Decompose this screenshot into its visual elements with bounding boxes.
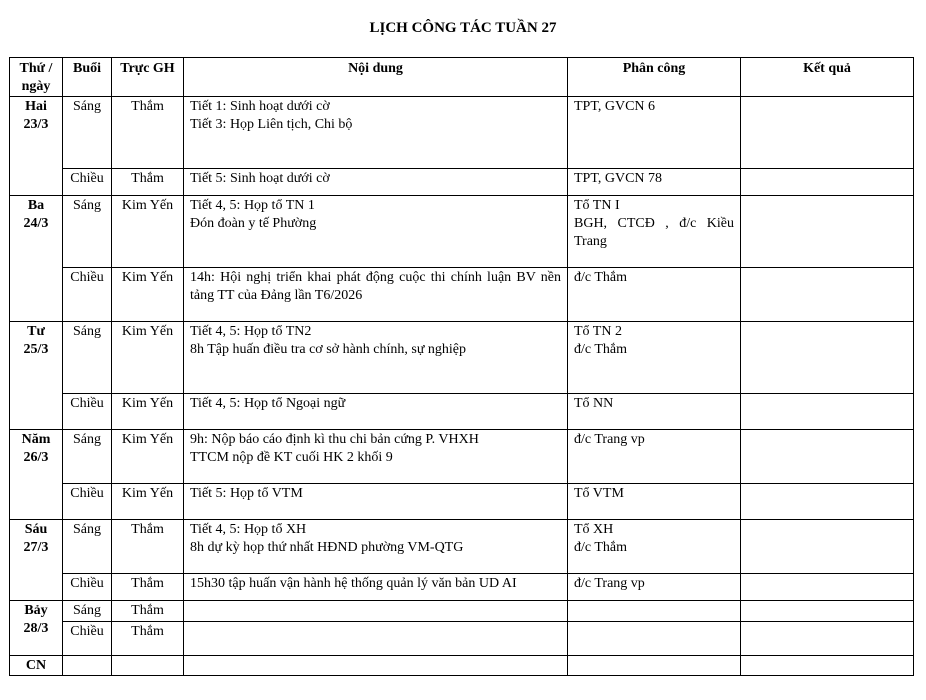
day-cell [10,430,63,520]
assignment-line: Tổ TN 2 [574,324,622,339]
assignment-line: Tổ TN I [574,198,620,213]
content-line: 9h: Nộp báo cáo định kì thu chi bản cứng P. VHXH [190,432,479,447]
day-name: Sáu [24,522,48,537]
content-cell [184,196,568,268]
content-line: Tiết 4, 5: Họp tổ XH [190,522,307,537]
duty-cell: Thắm [112,574,184,601]
session-cell: Chiều [63,622,112,656]
content-cell [184,430,568,484]
content-line: Tiết 4, 5: Họp tổ TN2 [190,324,312,339]
schedule-row [10,622,914,656]
assignment-cell [568,601,741,622]
duty-cell: Kim Yến [112,322,184,394]
assignment-cell [568,484,741,520]
content-line: 8h dự kỳ họp thứ nhất HĐND phường VM-QTG [190,540,464,555]
content-cell [184,268,568,322]
day-date: 25/3 [23,342,49,357]
schedule-row [10,656,914,676]
day-cell [10,97,63,196]
duty-cell: Kim Yến [112,430,184,484]
schedule-row [10,268,914,322]
schedule-row [10,484,914,520]
assignment-cell [568,520,741,574]
result-cell [741,97,914,169]
duty-cell: Thắm [112,169,184,196]
day-cell [10,196,63,322]
schedule-row [10,574,914,601]
result-cell [741,430,914,484]
content-cell [184,601,568,622]
result-cell [741,322,914,394]
content-line: Đón đoàn y tế Phường [190,216,317,231]
header-assignment: Phân công [568,58,741,97]
content-cell [184,656,568,676]
day-date: 28/3 [23,621,49,636]
assignment-line: đ/c Thắm [574,270,628,285]
content-line: Tiết 4, 5: Họp tổ Ngoại ngữ [190,396,346,411]
session-cell: Sáng [63,322,112,394]
header-content: Nội dung [184,58,568,97]
duty-cell: Thắm [112,601,184,622]
result-cell [741,574,914,601]
day-cell [10,601,63,656]
assignment-cell [568,169,741,196]
schedule-row [10,196,914,268]
content-cell [184,97,568,169]
result-cell [741,622,914,656]
duty-cell: Kim Yến [112,394,184,430]
assignment-cell [568,656,741,676]
duty-cell [112,656,184,676]
result-cell [741,520,914,574]
session-cell [63,656,112,676]
schedule-row [10,169,914,196]
content-cell [184,520,568,574]
session-cell: Chiều [63,268,112,322]
duty-cell: Kim Yến [112,484,184,520]
schedule-row [10,601,914,622]
schedule-row [10,394,914,430]
header-row [10,58,914,97]
assignment-cell [568,394,741,430]
day-name: Năm [21,432,51,447]
page-title: LỊCH CÔNG TÁC TUẦN 27 [369,20,557,36]
day-cell [10,520,63,601]
content-cell [184,622,568,656]
day-name: CN [25,658,47,673]
schedule-body [10,97,914,676]
session-cell: Sáng [63,196,112,268]
assignment-cell [568,622,741,656]
day-cell [10,656,63,676]
day-name: Hai [25,99,47,114]
duty-cell: Thắm [112,622,184,656]
content-line: 14h: Hội nghị triển khai phát động cuộc thi chính luận BV nền tảng TT của Đảng lần T6/2026 [190,270,561,303]
result-cell [741,169,914,196]
content-line: Tiết 5: Sinh hoạt dưới cờ [190,171,330,186]
assignment-cell [568,97,741,169]
session-cell: Sáng [63,97,112,169]
assignment-line: Tổ VTM [574,486,624,501]
content-cell [184,574,568,601]
assignment-cell [568,430,741,484]
content-cell [184,322,568,394]
day-date: 23/3 [23,117,49,132]
schedule-row [10,97,914,169]
day-name: Ba [27,198,45,213]
result-cell [741,601,914,622]
day-date: 26/3 [23,450,49,465]
header-session: Buổi [63,58,112,97]
content-line: 15h30 tập huấn vận hành hệ thống quản lý văn bản UD AI [190,576,517,591]
session-cell: Sáng [63,430,112,484]
schedule-row [10,430,914,484]
duty-cell: Thắm [112,520,184,574]
header-result: Kết quả [741,58,914,97]
schedule-table [9,57,914,676]
header-duty: Trực GH [112,58,184,97]
content-cell [184,394,568,430]
session-cell: Chiều [63,484,112,520]
assignment-line: đ/c Trang vp [574,576,645,591]
day-name: Bảy [24,603,48,618]
content-cell [184,169,568,196]
content-line: Tiết 3: Họp Liên tịch, Chi bộ [190,117,353,132]
duty-cell: Kim Yến [112,268,184,322]
session-cell: Sáng [63,520,112,574]
header-day: Thứ / ngày [10,58,63,97]
assignment-line: Tổ NN [574,396,614,411]
schedule-row [10,322,914,394]
day-date: 24/3 [23,216,49,231]
content-line: Tiết 5: Họp tổ VTM [190,486,303,501]
session-cell: Chiều [63,169,112,196]
content-line: Tiết 1: Sinh hoạt dưới cờ [190,99,330,114]
content-line: 8h Tập huấn điều tra cơ sở hành chính, sự nghiệp [190,342,467,357]
content-line: TTCM nộp đề KT cuối HK 2 khối 9 [190,450,393,465]
result-cell [741,394,914,430]
duty-cell: Kim Yến [112,196,184,268]
day-name: Tư [27,324,45,339]
assignment-cell [568,268,741,322]
session-cell: Sáng [63,601,112,622]
assignment-line: BGH, CTCĐ , đ/c Kiều Trang [574,216,734,249]
result-cell [741,196,914,268]
session-cell: Chiều [63,394,112,430]
assignment-line: đ/c Trang vp [574,432,645,447]
result-cell [741,484,914,520]
assignment-cell [568,322,741,394]
duty-cell: Thắm [112,97,184,169]
assignment-line: đ/c Thắm [574,540,628,555]
assignment-cell [568,574,741,601]
assignment-line: đ/c Thắm [574,342,628,357]
assignment-line: TPT, GVCN 78 [574,171,663,186]
day-date: 27/3 [23,540,49,555]
content-cell [184,484,568,520]
content-line: Tiết 4, 5: Họp tổ TN 1 [190,198,315,213]
schedule-row [10,520,914,574]
result-cell [741,268,914,322]
assignment-line: TPT, GVCN 6 [574,99,656,114]
assignment-cell [568,196,741,268]
result-cell [741,656,914,676]
session-cell: Chiều [63,574,112,601]
assignment-line: Tổ XH [574,522,614,537]
day-cell [10,322,63,430]
